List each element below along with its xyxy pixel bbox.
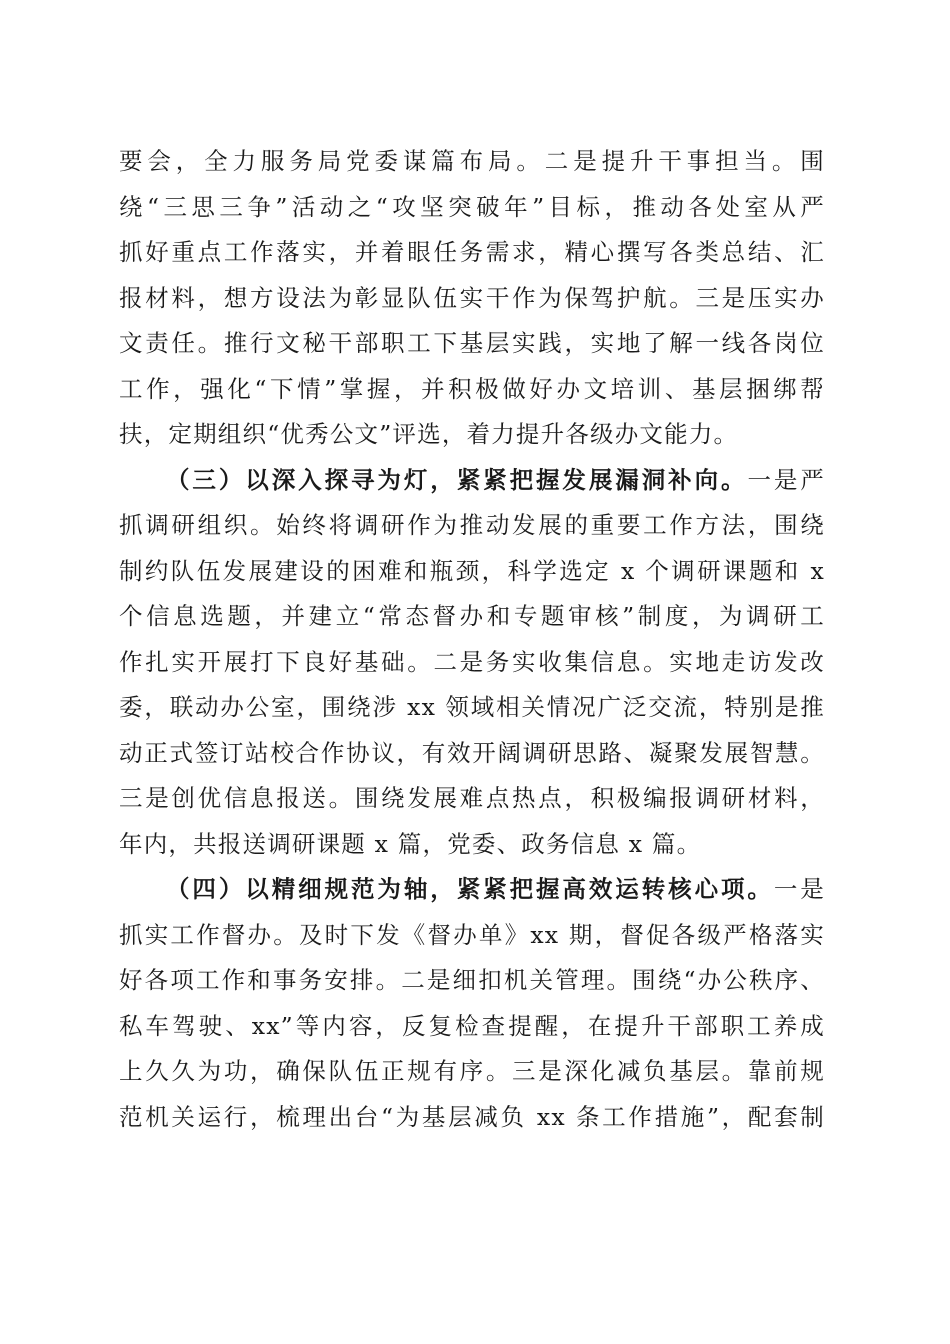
text-line: 文责任。推行文秘干部职工下基层实践，实地了解一线各岗位 xyxy=(119,329,825,357)
text-line: 绕“三思三争”活动之“攻坚突破年”目标，推动各处室从严 xyxy=(119,192,825,221)
text-line: 上久久为功，确保队伍正规有序。三是深化减负基层。靠前规 xyxy=(119,1057,825,1085)
section-3 xyxy=(119,458,825,868)
text-line: 抓好重点工作落实，并着眼任务需求，精心撰写各类总结、汇 xyxy=(119,238,825,266)
paragraph-1 xyxy=(119,139,825,458)
text-line: 要会，全力服务局党委谋篇布局。二是提升干事担当。围 xyxy=(119,147,825,175)
text-line: 作扎实开展打下良好基础。二是务实收集信息。实地走访发改 xyxy=(119,647,825,676)
section-3-first-line xyxy=(119,458,825,504)
text-line: 抓调研组织。始终将调研作为推动发展的重要工作方法，围绕 xyxy=(119,511,825,539)
text-line: 三是创优信息报送。围绕发展难点热点，积极编报调研材料， xyxy=(119,784,825,812)
text-line: 委，联动办公室，围绕涉 xx 领域相关情况广泛交流，特别是推 xyxy=(119,693,825,721)
document-body xyxy=(119,139,825,1140)
text-line: 私车驾驶、xx”等内容，反复检查提醒，在提升干部职工养成 xyxy=(119,1011,825,1040)
section-4-first-line-rest: 一是 xyxy=(773,875,825,903)
text-line: 抓实工作督办。及时下发《督办单》xx 期，督促各级严格落实 xyxy=(119,920,825,949)
section-4-heading: （四）以精细规范为轴，紧紧把握高效运转核心项。 xyxy=(166,875,774,903)
section-4 xyxy=(119,867,825,1140)
section-4-first-line xyxy=(119,867,825,913)
text-line: 范机关运行，梳理出台“为基层减负 xx 条工作措施”，配套制 xyxy=(119,1102,825,1131)
text-line: 扶，定期组织“优秀公文”评选，着力提升各级办文能力。 xyxy=(119,420,739,448)
text-line: 工作，强化“下情”掌握，并积极做好办文培训、基层捆绑帮 xyxy=(119,374,825,403)
text-line: 个信息选题，并建立“常态督办和专题审核”制度，为调研工 xyxy=(119,602,825,630)
text-line: 动正式签订站校合作协议，有效开阔调研思路、凝聚发展智慧。 xyxy=(119,738,825,767)
section-3-first-line-rest: 一是严 xyxy=(747,465,825,494)
section-3-heading: （三）以深入探寻为灯，紧紧把握发展漏洞补向。 xyxy=(166,465,748,494)
text-line: 好各项工作和事务安排。二是细扣机关管理。围绕“办公秩序、 xyxy=(119,966,825,994)
text-line: 报材料，想方设法为彰显队伍实干作为保驾护航。三是压实办 xyxy=(119,283,825,312)
text-line: 制约队伍发展建设的困难和瓶颈，科学选定 x 个调研课题和 x xyxy=(119,556,825,585)
text-line: 年内，共报送调研课题 x 篇，党委、政务信息 x 篇。 xyxy=(119,829,702,858)
